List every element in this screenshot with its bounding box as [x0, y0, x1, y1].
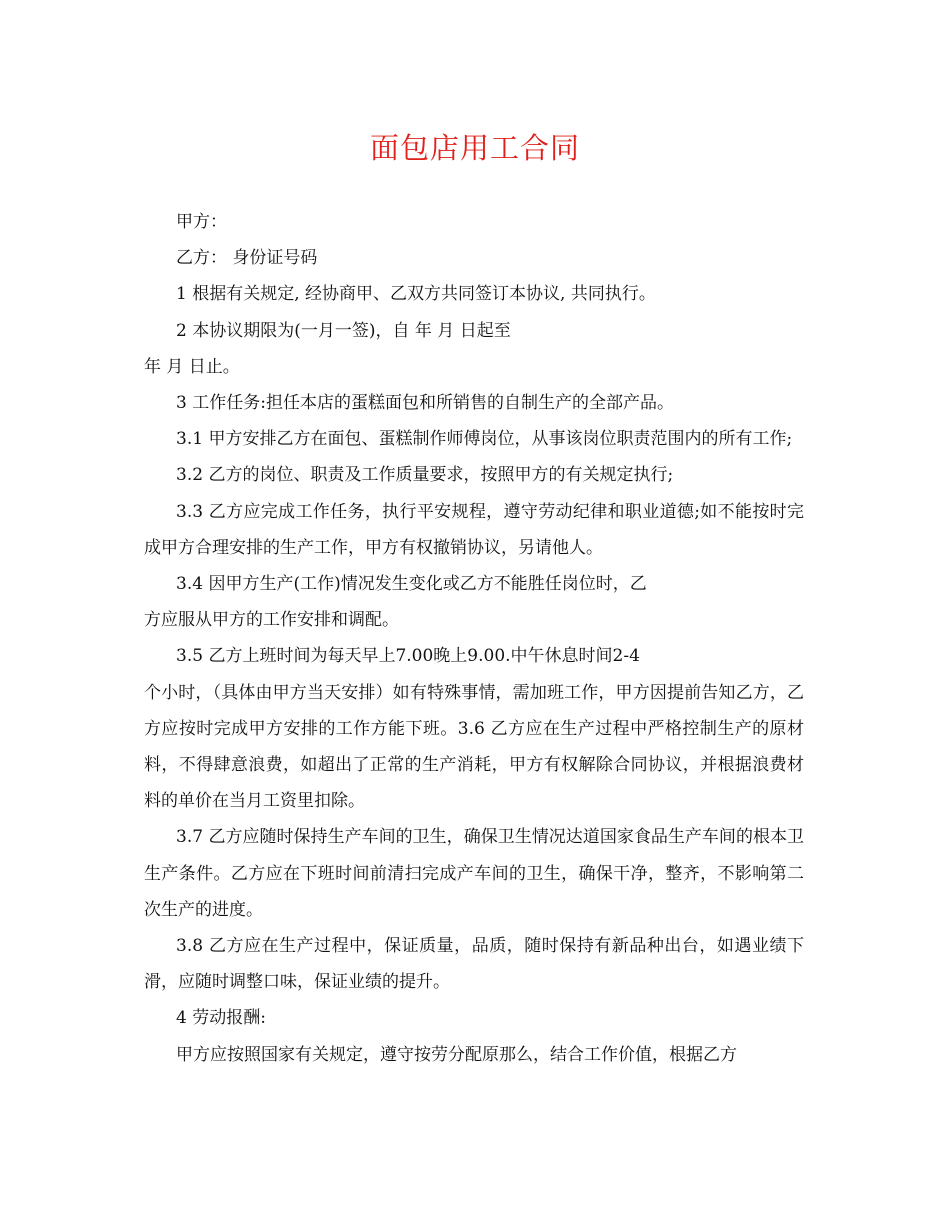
paragraph-clause-3-5: 3.5 乙方上班时间为每天早上7.00晚上9.00.中午休息时间2-4 — [176, 646, 640, 667]
paragraph-clause-1: 1 根据有关规定, 经协商甲、乙双方共同签订本协议, 共同执行。 — [176, 284, 656, 305]
paragraph-clause-3-7: 3.7 乙方应随时保持生产车间的卫生，确保卫生情况达道国家食品生产车间的根本卫生产条件。乙方应在下班时间前清扫完成产车间的卫生，确保干净，整齐，不影响第二次生产的进度。 — [144, 827, 804, 920]
document-title: 面包店用工合同 — [369, 131, 580, 165]
paragraph-party-a: 甲方： — [176, 212, 227, 232]
paragraph-clause-2-cont: 年 月 日止。 — [144, 356, 240, 377]
paragraph-clause-3: 3 工作任务:担任本店的蛋糕面包和所销售的自制生产的全部产品。 — [176, 393, 674, 414]
paragraph-clause-3-3: 3.3 乙方应完成工作任务，执行平安规程，遵守劳动纪律和职业道德;如不能按时完成甲方合理安排的生产工作，甲方有权撤销协议，另请他人。 — [144, 501, 804, 558]
paragraph-clause-3-5-cont: 个小时，（具体由甲方当天安排）如有特殊事情，需加班工作，甲方因提前告知乙方，乙方应按时完成甲方安排的工作方能下班。3.6 乙方应在生产过程中严格控制生产的原材料，不得肆意浪费，如超出了正常的生产消耗，甲方有权解除合同协议，并根据浪费材料的单价在当月工资里扣除。 — [144, 682, 804, 812]
paragraph-clause-2: 2 本协议期限为(一月一签)，自 年 月 日起至 — [176, 320, 511, 341]
document-body — [144, 204, 804, 1073]
paragraph-clause-3-4-cont: 方应服从甲方的工作安排和调配。 — [144, 610, 399, 631]
paragraph-clause-3-8: 3.8 乙方应在生产过程中，保证质量，品质，随时保持有新品种出台，如遇业绩下滑，应随时调整口味，保证业绩的提升。 — [144, 936, 804, 993]
paragraph-clause-4: 4 劳动报酬: — [176, 1008, 266, 1029]
paragraph-clause-3-1: 3.1 甲方安排乙方在面包、蛋糕制作师傅岗位，从事该岗位职责范围内的所有工作; — [176, 429, 793, 450]
paragraph-clause-4-text: 甲方应按照国家有关规定，遵守按劳分配原那么，结合工作价值，根据乙方 — [176, 1044, 737, 1065]
paragraph-clause-3-4: 3.4 因甲方生产(工作)情况发生变化或乙方不能胜任岗位时，乙 — [176, 574, 647, 595]
paragraph-clause-3-2: 3.2 乙方的岗位、职责及工作质量要求，按照甲方的有关规定执行; — [176, 465, 674, 486]
paragraph-party-b: 乙方： 身份证号码 — [176, 248, 318, 269]
